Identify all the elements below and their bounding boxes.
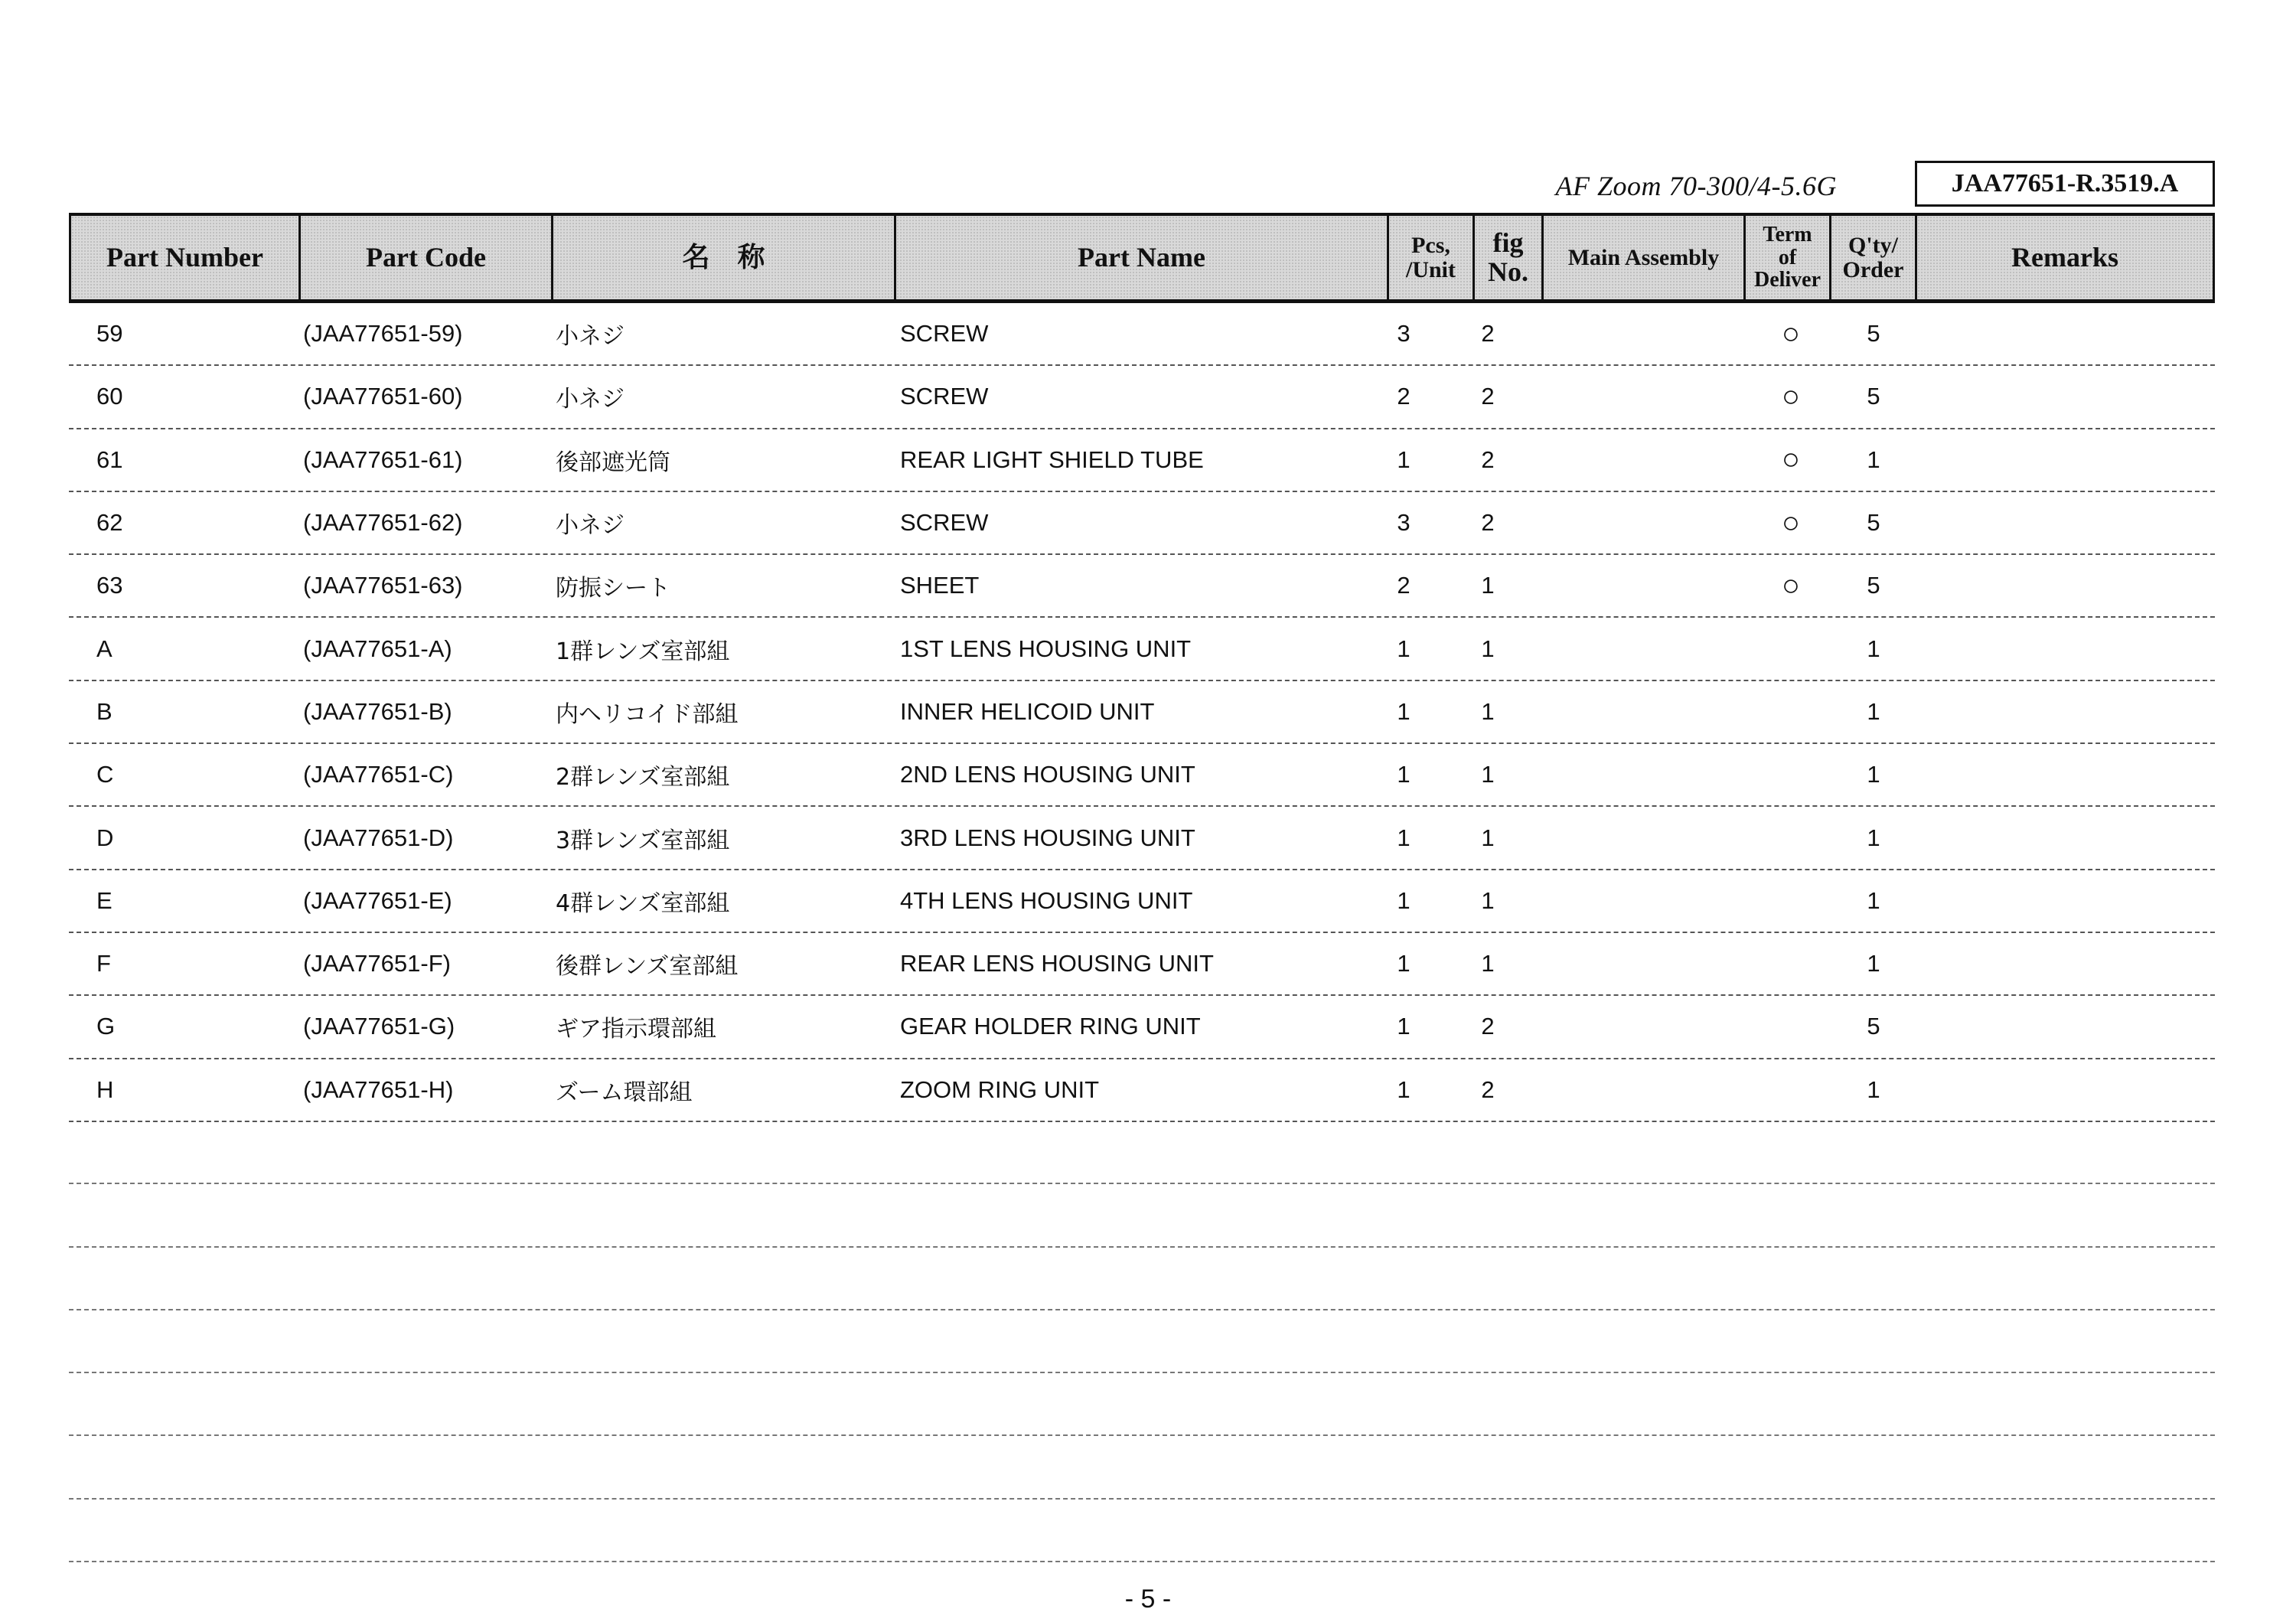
col-jp-name: 名 称 xyxy=(551,216,894,299)
pcs-per-unit-cell: 1 xyxy=(1397,697,1411,725)
jp-name-cell: 小ネジ xyxy=(556,386,625,413)
part-code-cell: (JAA77651-63) xyxy=(303,572,463,599)
parts-table-body xyxy=(69,303,2215,1122)
part-code-cell: (JAA77651-A) xyxy=(303,635,452,662)
part-code-cell: (JAA77651-B) xyxy=(303,697,452,725)
term-of-deliver-cell xyxy=(1766,996,1815,1057)
pcs-per-unit-cell: 1 xyxy=(1397,950,1411,977)
col-term-line1: Term xyxy=(1763,223,1812,247)
qty-order-cell: 5 xyxy=(1867,1013,1880,1040)
part-number-cell: G xyxy=(96,1013,116,1040)
term-of-deliver-cell xyxy=(1766,1059,1815,1121)
part-name-cell: SCREW xyxy=(900,509,989,537)
part-number-cell: B xyxy=(96,697,113,725)
pcs-per-unit-cell: 3 xyxy=(1397,320,1411,348)
part-name-cell: 4TH LENS HOUSING UNIT xyxy=(900,886,1193,914)
qty-order-cell: 1 xyxy=(1867,950,1880,977)
part-code-cell: (JAA77651-H) xyxy=(303,1075,454,1103)
part-number-cell: D xyxy=(96,824,114,851)
term-of-deliver-cell: ○ xyxy=(1781,568,1801,602)
empty-row xyxy=(69,1436,2215,1499)
table-row xyxy=(69,618,2215,680)
qty-order-cell: 1 xyxy=(1867,1075,1880,1103)
pcs-per-unit-cell: 1 xyxy=(1397,761,1411,788)
table-row xyxy=(69,681,2215,744)
empty-row xyxy=(69,1310,2215,1373)
part-name-cell: 1ST LENS HOUSING UNIT xyxy=(900,635,1192,662)
jp-name-cell: 後部遮光筒 xyxy=(556,449,670,476)
part-name-cell: SCREW xyxy=(900,383,989,410)
part-code-cell: (JAA77651-62) xyxy=(303,509,463,537)
table-row xyxy=(69,807,2215,870)
col-pcs-line2: /Unit xyxy=(1405,256,1456,282)
col-term-of-deliver xyxy=(1743,216,1829,299)
empty-rows xyxy=(69,1121,2215,1562)
part-number-cell: 63 xyxy=(96,572,123,599)
part-code-cell: (JAA77651-C) xyxy=(303,761,454,788)
term-of-deliver-cell xyxy=(1766,618,1815,679)
part-number-cell: H xyxy=(96,1075,114,1103)
pcs-per-unit-cell: 1 xyxy=(1397,1075,1411,1103)
qty-order-cell: 5 xyxy=(1867,572,1880,599)
empty-row xyxy=(69,1184,2215,1247)
pcs-per-unit-cell: 1 xyxy=(1397,886,1411,914)
term-of-deliver-cell xyxy=(1766,933,1815,994)
term-of-deliver-cell: ○ xyxy=(1781,379,1801,413)
part-code-cell: (JAA77651-60) xyxy=(303,383,463,410)
table-row xyxy=(69,303,2215,366)
qty-order-cell: 1 xyxy=(1867,824,1880,851)
qty-order-cell: 1 xyxy=(1867,445,1880,473)
col-remarks: Remarks xyxy=(1915,216,2215,299)
col-term-line2: of xyxy=(1778,245,1797,269)
part-number-cell: C xyxy=(96,761,114,788)
part-name-cell: 3RD LENS HOUSING UNIT xyxy=(900,824,1195,851)
term-of-deliver-cell: ○ xyxy=(1781,316,1801,351)
part-code-cell: (JAA77651-G) xyxy=(303,1013,455,1040)
part-name-cell: SCREW xyxy=(900,320,989,348)
part-code-cell: (JAA77651-E) xyxy=(303,886,452,914)
term-of-deliver-cell xyxy=(1766,744,1815,805)
term-of-deliver-cell: ○ xyxy=(1781,505,1801,540)
part-number-cell: F xyxy=(96,950,111,977)
part-number-cell: 62 xyxy=(96,509,123,537)
jp-name-cell: 2群レンズ室部組 xyxy=(556,764,730,791)
part-number-cell: 60 xyxy=(96,383,123,410)
fig-no-cell: 1 xyxy=(1481,572,1495,599)
jp-name-cell: 1群レンズ室部組 xyxy=(556,638,730,665)
pcs-per-unit-cell: 3 xyxy=(1397,509,1411,537)
document-code: JAA77651-R.3519.A xyxy=(1915,161,2215,207)
fig-no-cell: 2 xyxy=(1481,445,1495,473)
jp-name-cell: 小ネジ xyxy=(556,512,625,540)
col-term-line3: Deliver xyxy=(1753,268,1821,292)
fig-no-cell: 1 xyxy=(1481,697,1495,725)
fig-no-cell: 1 xyxy=(1481,761,1495,788)
jp-name-cell: 防振シート xyxy=(556,575,670,602)
pcs-per-unit-cell: 1 xyxy=(1397,1013,1411,1040)
part-code-cell: (JAA77651-F) xyxy=(303,950,451,977)
col-fig-line2: No. xyxy=(1488,256,1528,287)
part-number-cell: E xyxy=(96,886,113,914)
part-code-cell: (JAA77651-59) xyxy=(303,320,463,348)
qty-order-cell: 1 xyxy=(1867,697,1880,725)
qty-order-cell: 1 xyxy=(1867,886,1880,914)
table-row xyxy=(69,744,2215,807)
table-row xyxy=(69,429,2215,492)
part-name-cell: SHEET xyxy=(900,572,980,599)
fig-no-cell: 2 xyxy=(1481,320,1495,348)
pcs-per-unit-cell: 2 xyxy=(1397,572,1411,599)
fig-no-cell: 1 xyxy=(1481,824,1495,851)
qty-order-cell: 1 xyxy=(1867,761,1880,788)
col-part-number: Part Number xyxy=(69,216,298,299)
part-name-cell: 2ND LENS HOUSING UNIT xyxy=(900,761,1195,788)
fig-no-cell: 2 xyxy=(1481,1013,1495,1040)
model-title: AF Zoom 70-300/4-5.6G xyxy=(1555,171,1837,201)
col-fig-no xyxy=(1473,216,1541,299)
col-pcs-unit xyxy=(1387,216,1473,299)
col-qty-order xyxy=(1829,216,1915,299)
table-row xyxy=(69,933,2215,996)
fig-no-cell: 2 xyxy=(1481,1075,1495,1103)
table-row xyxy=(69,1059,2215,1122)
qty-order-cell: 5 xyxy=(1867,383,1880,410)
col-qty-line1: Q'ty/ xyxy=(1848,233,1898,258)
jp-name-cell: 4群レンズ室部組 xyxy=(556,889,730,917)
fig-no-cell: 2 xyxy=(1481,509,1495,537)
fig-no-cell: 1 xyxy=(1481,886,1495,914)
qty-order-cell: 5 xyxy=(1867,509,1880,537)
part-name-cell: GEAR HOLDER RING UNIT xyxy=(900,1013,1201,1040)
fig-no-cell: 1 xyxy=(1481,950,1495,977)
fig-no-cell: 1 xyxy=(1481,635,1495,662)
part-number-cell: A xyxy=(96,635,113,662)
col-pcs-line1: Pcs, xyxy=(1411,233,1450,258)
table-row xyxy=(69,555,2215,618)
col-fig-line1: fig xyxy=(1492,227,1524,258)
fig-no-cell: 2 xyxy=(1481,383,1495,410)
table-row xyxy=(69,492,2215,555)
part-number-cell: 61 xyxy=(96,445,123,473)
col-part-code: Part Code xyxy=(298,216,551,299)
part-name-cell: REAR LIGHT SHIELD TUBE xyxy=(900,445,1204,473)
part-code-cell: (JAA77651-D) xyxy=(303,824,454,851)
jp-name-cell: 内ヘリコイド部組 xyxy=(556,700,739,728)
page-number: - 5 - xyxy=(1124,1584,1172,1614)
term-of-deliver-cell xyxy=(1766,807,1815,868)
part-name-cell: REAR LENS HOUSING UNIT xyxy=(900,950,1214,977)
empty-row xyxy=(69,1373,2215,1436)
table-row xyxy=(69,366,2215,429)
pcs-per-unit-cell: 1 xyxy=(1397,824,1411,851)
term-of-deliver-cell xyxy=(1766,681,1815,742)
pcs-per-unit-cell: 1 xyxy=(1397,445,1411,473)
qty-order-cell: 1 xyxy=(1867,635,1880,662)
table-row xyxy=(69,996,2215,1059)
qty-order-cell: 5 xyxy=(1867,320,1880,348)
table-row xyxy=(69,870,2215,933)
part-number-cell: 59 xyxy=(96,320,123,348)
empty-row xyxy=(69,1248,2215,1310)
jp-name-cell: ズーム環部組 xyxy=(556,1079,693,1106)
term-of-deliver-cell xyxy=(1766,870,1815,932)
empty-row xyxy=(69,1121,2215,1184)
empty-row xyxy=(69,1500,2215,1562)
jp-name-cell: 3群レンズ室部組 xyxy=(556,827,730,854)
jp-name-cell: ギア指示環部組 xyxy=(556,1016,716,1043)
pcs-per-unit-cell: 2 xyxy=(1397,383,1411,410)
table-header xyxy=(69,213,2215,303)
col-main-assembly: Main Assembly xyxy=(1541,216,1743,299)
part-name-cell: ZOOM RING UNIT xyxy=(900,1075,1100,1103)
jp-name-cell: 後群レンズ室部組 xyxy=(556,953,739,981)
col-part-name: Part Name xyxy=(894,216,1387,299)
jp-name-cell: 小ネジ xyxy=(556,323,625,351)
part-name-cell: INNER HELICOID UNIT xyxy=(900,697,1155,725)
col-qty-line2: Order xyxy=(1842,256,1904,282)
part-code-cell: (JAA77651-61) xyxy=(303,445,463,473)
pcs-per-unit-cell: 1 xyxy=(1397,635,1411,662)
term-of-deliver-cell: ○ xyxy=(1781,442,1801,477)
